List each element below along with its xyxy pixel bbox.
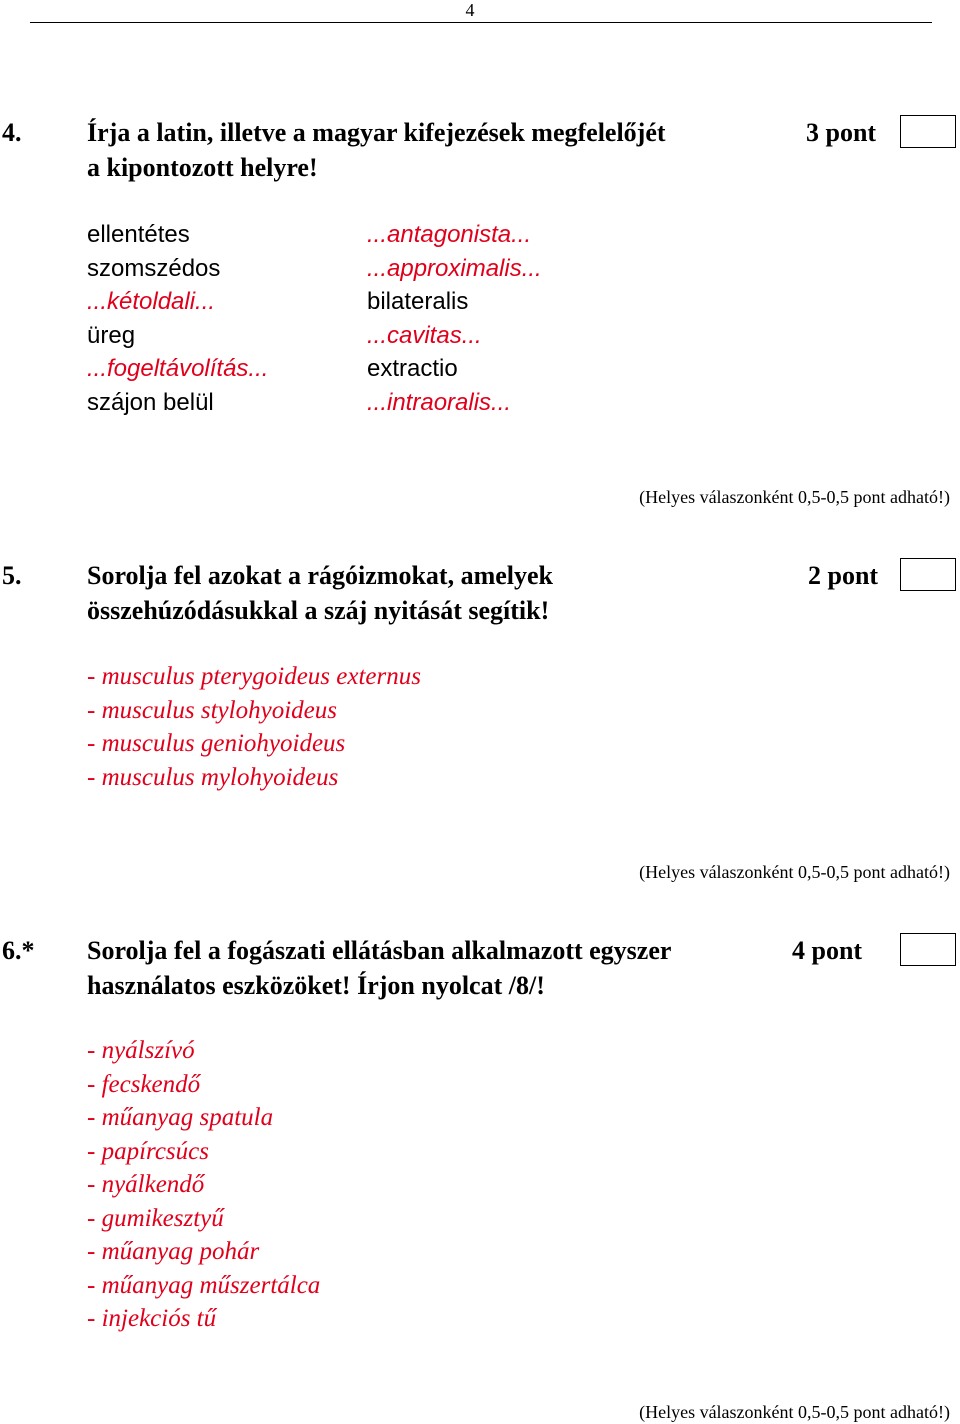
q4-points: 3 pont bbox=[806, 118, 877, 147]
q4-right-term-5: ...intraoralis... bbox=[367, 388, 512, 416]
q6-answer-list bbox=[87, 1034, 320, 1336]
q5-points: 2 pont bbox=[808, 561, 879, 590]
q4-scoring-note: (Helyes válaszonként 0,5-0,5 pont adható!) bbox=[639, 487, 950, 507]
page-number: 4 bbox=[465, 0, 475, 20]
q5-question-line2: összehúzódásukkal a száj nyitását segítik! bbox=[87, 596, 550, 625]
q6-answer-2: - műanyag spatula bbox=[87, 1104, 274, 1131]
q4-left-term-5: szájon belül bbox=[87, 388, 214, 416]
q6-answer-6: - műanyag pohár bbox=[87, 1238, 260, 1265]
header-rule bbox=[30, 22, 932, 23]
q5-answer-0: - musculus pterygoideus externus bbox=[87, 663, 421, 690]
q6-score-box[interactable] bbox=[900, 933, 956, 966]
q5-scoring-note: (Helyes válaszonként 0,5-0,5 pont adható!) bbox=[639, 862, 950, 882]
q5-answer-3: - musculus mylohyoideus bbox=[87, 763, 339, 791]
q5-question-line1: Sorolja fel azokat a rágóizmokat, amelyek bbox=[87, 561, 553, 590]
q4-right-term-1: ...approximalis... bbox=[367, 254, 542, 282]
q4-right-term-3: ...cavitas... bbox=[367, 321, 482, 349]
q6-question-line1: Sorolja fel a fogászati ellátásban alkalmazott egyszer bbox=[87, 936, 672, 965]
q5-number: 5. bbox=[2, 561, 22, 590]
q6-answer-1: - fecskendő bbox=[87, 1070, 201, 1098]
q4-right-column bbox=[367, 218, 542, 419]
q6-answer-8: - injekciós tű bbox=[87, 1305, 217, 1332]
q4-left-term-2: ...kétoldali... bbox=[87, 288, 216, 315]
q4-left-column bbox=[87, 218, 268, 419]
q4-left-term-3: üreg bbox=[87, 321, 136, 349]
q6-number: 6.* bbox=[2, 936, 35, 965]
q4-score-box[interactable] bbox=[900, 115, 956, 148]
q6-answer-0: - nyálszívó bbox=[87, 1037, 195, 1064]
q4-number: 4. bbox=[2, 118, 22, 147]
q4-right-term-4: extractio bbox=[367, 355, 458, 382]
q6-scoring-note: (Helyes válaszonként 0,5-0,5 pont adható!) bbox=[639, 1402, 950, 1422]
q4-question-line1: Írja a latin, illetve a magyar kifejezések megfelelőjét bbox=[87, 118, 666, 147]
q5-answer-1: - musculus stylohyoideus bbox=[87, 696, 337, 724]
q5-score-box[interactable] bbox=[900, 558, 956, 591]
q4-question-line2: a kipontozott helyre! bbox=[87, 153, 318, 182]
q6-question-line2: használatos eszközöket! Írjon nyolcat /8/! bbox=[87, 971, 545, 1000]
q4-right-term-2: bilateralis bbox=[367, 288, 469, 315]
q5-answer-2: - musculus geniohyoideus bbox=[87, 730, 346, 757]
q6-answer-3: - papírcsúcs bbox=[87, 1137, 209, 1165]
q6-points: 4 pont bbox=[792, 936, 863, 965]
q6-answer-7: - műanyag műszertálca bbox=[87, 1271, 321, 1299]
q6-answer-5: - gumikesztyű bbox=[87, 1204, 224, 1232]
q4-left-term-4: ...fogeltávolítás... bbox=[87, 355, 269, 382]
q4-left-term-0: ellentétes bbox=[87, 221, 190, 248]
q4-left-term-1: szomszédos bbox=[87, 254, 221, 282]
q5-answer-list bbox=[87, 660, 421, 794]
q6-answer-4: - nyálkendő bbox=[87, 1171, 205, 1198]
q4-right-term-0: ...antagonista... bbox=[367, 221, 532, 248]
